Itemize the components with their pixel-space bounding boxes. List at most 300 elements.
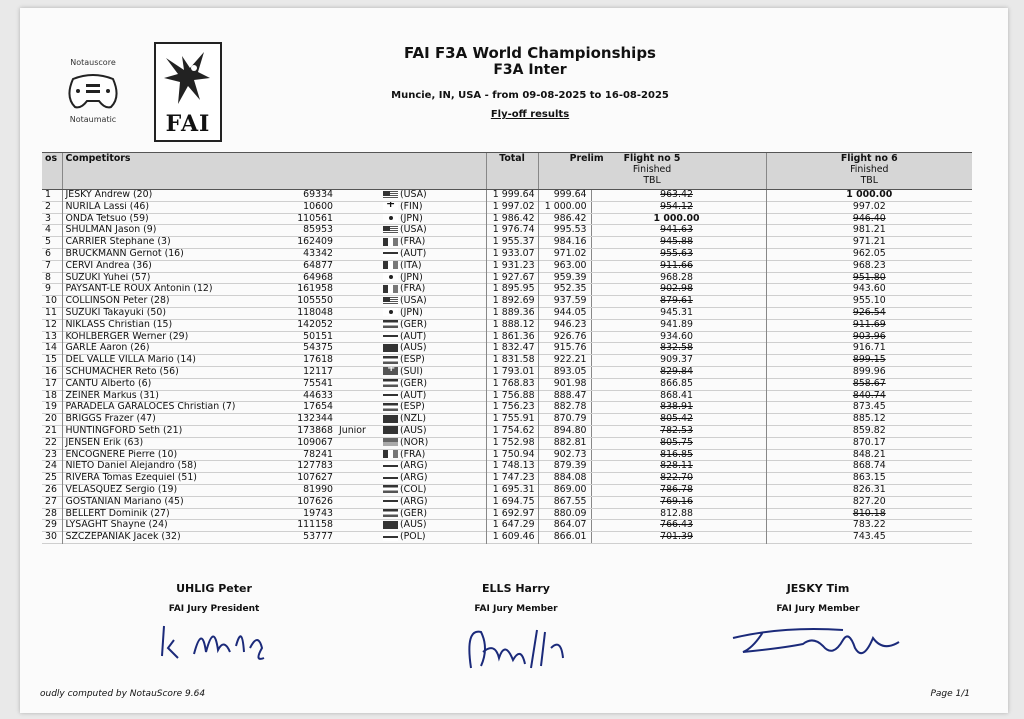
cell-pos: 11 xyxy=(45,307,57,318)
cell-flight5: 941.89 xyxy=(591,320,762,331)
cell-pos: 16 xyxy=(45,366,57,377)
cell-license: 10600 xyxy=(303,201,333,212)
flag-icon xyxy=(383,485,398,493)
flag-icon xyxy=(383,521,398,529)
cell-flight6: 968.23 xyxy=(766,260,972,272)
cell-prelim: 870.79 xyxy=(553,413,587,425)
cell-flight5: 786.78 xyxy=(591,485,762,496)
cell-flights xyxy=(538,296,766,308)
nation-code: (AUT) xyxy=(400,390,427,401)
cell-total: 1 895.95 xyxy=(486,284,538,296)
table-row xyxy=(42,272,972,284)
cell-flight6: 863.15 xyxy=(766,473,972,485)
cell-spacer xyxy=(438,473,486,485)
cell-spacer xyxy=(438,366,486,378)
cell-flight6: 868.74 xyxy=(766,461,972,473)
nation-code: (ARG) xyxy=(400,472,428,484)
cell-competitor: CERVI Andrea (36) xyxy=(62,260,280,272)
cell-flight6: 951.80 xyxy=(766,272,972,284)
flag-icon xyxy=(383,226,398,234)
table-row xyxy=(42,213,972,225)
table-row xyxy=(42,248,972,260)
nation-code: (USA) xyxy=(400,189,427,200)
cell-prelim: 882.81 xyxy=(553,437,587,448)
cell-flights xyxy=(538,225,766,237)
nation-code: (FRA) xyxy=(400,449,426,460)
cell-prelim: 959.39 xyxy=(553,272,587,283)
cell-license: 19743 xyxy=(303,508,333,519)
cell-flights xyxy=(538,461,766,473)
cell-category xyxy=(336,414,380,426)
jury-role: FAI Jury President xyxy=(168,604,260,614)
cell-total: 1 748.13 xyxy=(486,461,538,473)
cell-pos: 30 xyxy=(45,531,57,543)
flag-icon xyxy=(383,214,398,222)
cell-total: 1 933.07 xyxy=(486,248,538,260)
cell-competitor: PARADELA GARALOCES Christian (7) xyxy=(62,402,280,414)
cell-competitor: BRIGGS Frazer (47) xyxy=(62,414,280,426)
cell-prelim: 999.64 xyxy=(553,189,587,200)
cell-flights xyxy=(538,402,766,414)
cell-flight5: 822.70 xyxy=(591,473,762,484)
cell-competitor: GOSTANIAN Mariano (45) xyxy=(62,496,280,508)
table-row xyxy=(42,343,972,355)
nation-code: (POL) xyxy=(400,531,426,543)
cell-flights xyxy=(538,366,766,378)
cell-pos: 3 xyxy=(45,213,51,224)
cell-license: 17618 xyxy=(303,354,333,366)
cell-license: 173868 xyxy=(297,425,333,436)
cell-nation xyxy=(380,414,438,426)
signature-jesky xyxy=(723,618,913,662)
cell-pos: 15 xyxy=(45,354,57,366)
cell-pos: 20 xyxy=(45,413,57,425)
cell-license: 109067 xyxy=(297,437,333,448)
cell-flights xyxy=(538,473,766,485)
flag-icon xyxy=(383,297,398,305)
cell-nation xyxy=(380,425,438,437)
cell-total: 1 999.64 xyxy=(486,190,538,202)
cell-nation xyxy=(380,378,438,390)
page-title: FAI F3A World Championships xyxy=(404,44,656,62)
flag-icon xyxy=(383,403,398,411)
cell-spacer xyxy=(438,484,486,496)
cell-category xyxy=(336,378,380,390)
event-location: Muncie, IN, USA - from 09-08-2025 to 16-08-2025 xyxy=(391,90,669,101)
nation-code: (USA) xyxy=(400,224,427,236)
nation-code: (SUI) xyxy=(400,366,423,377)
cell-flight6: 827.20 xyxy=(766,496,972,508)
cell-prelim: 986.42 xyxy=(553,213,587,224)
nation-code: (FRA) xyxy=(400,283,426,295)
table-row xyxy=(42,449,972,461)
cell-flight5: 911.66 xyxy=(591,261,762,272)
cell-flights xyxy=(538,343,766,355)
cell-prelim: 1 000.00 xyxy=(544,201,587,212)
cell-license: 142052 xyxy=(297,319,333,330)
cell-flights xyxy=(538,437,766,449)
cell-spacer xyxy=(438,378,486,390)
cell-flights xyxy=(538,201,766,213)
cell-flight5: 968.28 xyxy=(591,273,762,284)
cell-flight5: 805.42 xyxy=(591,414,762,425)
cell-flight5: 701.39 xyxy=(591,532,762,543)
flag-icon xyxy=(383,249,398,257)
cell-flights xyxy=(538,272,766,284)
cell-category xyxy=(336,473,380,485)
cell-pos: 19 xyxy=(45,401,57,413)
fai-logo xyxy=(154,42,222,142)
cell-total: 1 755.91 xyxy=(486,414,538,426)
table-row xyxy=(42,307,972,319)
cell-nation xyxy=(380,296,438,308)
cell-flights xyxy=(538,390,766,402)
cell-category xyxy=(336,437,380,449)
page-subtitle: F3A Inter xyxy=(493,62,567,78)
nation-code: (AUS) xyxy=(400,519,427,531)
cell-flight5: 954.12 xyxy=(591,202,762,213)
cell-prelim: 893.05 xyxy=(553,366,587,377)
table-row xyxy=(42,378,972,390)
cell-pos: 12 xyxy=(45,319,57,330)
header-flight6-tbl: TBL xyxy=(860,175,878,186)
cell-prelim: 866.01 xyxy=(553,531,587,543)
cell-spacer xyxy=(438,425,486,437)
cell-competitor: BRUCKMANN Gernot (16) xyxy=(62,248,280,260)
cell-flights xyxy=(538,319,766,331)
cell-competitor: SUZUKI Takayuki (50) xyxy=(62,307,280,319)
cell-prelim: 937.59 xyxy=(553,295,587,307)
flag-icon xyxy=(383,379,398,387)
cell-prelim: 882.78 xyxy=(553,401,587,413)
cell-spacer xyxy=(438,461,486,473)
cell-nation xyxy=(380,248,438,260)
flag-icon xyxy=(383,367,398,375)
cell-flight6: 946.40 xyxy=(766,213,972,225)
cell-spacer xyxy=(438,284,486,296)
cell-nation xyxy=(380,390,438,402)
cell-nation xyxy=(380,520,438,532)
cell-pos: 26 xyxy=(45,484,57,495)
cell-pos: 23 xyxy=(45,449,57,460)
cell-spacer xyxy=(438,355,486,367)
cell-pos: 5 xyxy=(45,236,51,248)
cell-total: 1 892.69 xyxy=(486,296,538,308)
cell-license: 17654 xyxy=(303,401,333,413)
flag-icon xyxy=(383,202,398,210)
table-header-row xyxy=(42,153,972,190)
cell-flight6: 840.74 xyxy=(766,390,972,402)
cell-competitor: ENCOGNERE Pierre (10) xyxy=(62,449,280,461)
cell-total: 1 692.97 xyxy=(486,508,538,520)
cell-flight5: 816.85 xyxy=(591,450,762,461)
cell-category xyxy=(336,319,380,331)
cell-competitor: ONDA Tetsuo (59) xyxy=(62,213,280,225)
cell-total: 1 793.01 xyxy=(486,366,538,378)
cell-flight6: 911.69 xyxy=(766,319,972,331)
section-title: Fly-off results xyxy=(490,109,570,120)
results-page xyxy=(20,8,1008,713)
cell-license: 110561 xyxy=(297,213,333,224)
cell-total: 1 831.58 xyxy=(486,355,538,367)
flag-icon xyxy=(383,285,398,293)
cell-flight5: 945.31 xyxy=(591,308,762,319)
nation-code: (JPN) xyxy=(400,272,423,283)
cell-competitor: NIKLASS Christian (15) xyxy=(62,319,280,331)
cell-nation xyxy=(380,473,438,485)
cell-flight6: 885.12 xyxy=(766,414,972,426)
cell-flight5: 945.88 xyxy=(591,237,762,248)
cell-competitor: NURILA Lassi (46) xyxy=(62,201,280,213)
cell-competitor: ZEINER Markus (31) xyxy=(62,390,280,402)
cell-prelim: 995.53 xyxy=(553,224,587,236)
cell-competitor: LYSAGHT Shayne (24) xyxy=(62,520,280,532)
cell-total: 1 747.23 xyxy=(486,473,538,485)
cell-nation xyxy=(380,319,438,331)
cell-category xyxy=(336,461,380,473)
cell-prelim: 894.80 xyxy=(553,425,587,436)
jury-president xyxy=(114,582,314,662)
nation-code: (NZL) xyxy=(400,413,426,425)
cell-flights xyxy=(538,520,766,532)
cell-license: 69334 xyxy=(303,189,333,200)
cell-category xyxy=(336,449,380,461)
cell-total: 1 756.23 xyxy=(486,402,538,414)
cell-spacer xyxy=(438,496,486,508)
cell-flight5: 955.63 xyxy=(591,249,762,260)
cell-competitor: SHULMAN Jason (9) xyxy=(62,225,280,237)
cell-category xyxy=(336,366,380,378)
flag-icon xyxy=(383,356,398,364)
cell-total: 1 931.23 xyxy=(486,260,538,272)
notauscore-logo xyxy=(58,58,128,130)
cell-nation xyxy=(380,402,438,414)
cell-license: 50151 xyxy=(303,331,333,342)
flag-icon xyxy=(383,332,398,340)
cell-flight6: 826.31 xyxy=(766,484,972,496)
cell-category xyxy=(336,331,380,343)
nation-code: (AUS) xyxy=(400,425,427,436)
cell-category xyxy=(336,508,380,520)
cell-nation xyxy=(380,343,438,355)
table-row xyxy=(42,190,972,202)
cell-spacer xyxy=(438,331,486,343)
nation-code: (NOR) xyxy=(400,437,429,448)
jury-member-jesky xyxy=(718,582,918,662)
cell-category xyxy=(336,307,380,319)
cell-prelim: 879.39 xyxy=(553,460,587,472)
cell-flight6: 810.18 xyxy=(766,508,972,520)
cell-category xyxy=(336,402,380,414)
cell-total: 1 832.47 xyxy=(486,343,538,355)
cell-competitor: RIVERA Tomas Ezequiel (51) xyxy=(62,473,280,485)
table-row xyxy=(42,225,972,237)
cell-flights xyxy=(538,355,766,367)
cell-pos: 29 xyxy=(45,519,57,531)
header-competitors: Competitors xyxy=(62,153,486,190)
table-row xyxy=(42,390,972,402)
cell-pos: 21 xyxy=(45,425,57,436)
fai-logo-text: FAI xyxy=(165,111,211,137)
cell-flight6: 903.96 xyxy=(766,331,972,343)
cell-prelim: 864.07 xyxy=(553,519,587,531)
logo-top-label: Notauscore xyxy=(70,58,116,67)
nation-code: (GER) xyxy=(400,378,428,389)
cell-category xyxy=(336,190,380,202)
cell-flight6: 943.60 xyxy=(766,284,972,296)
cell-flight6: 848.21 xyxy=(766,449,972,461)
cell-flights xyxy=(538,532,766,544)
jury-member-ells xyxy=(416,582,616,674)
cell-nation xyxy=(380,366,438,378)
cell-spacer xyxy=(438,248,486,260)
cell-spacer xyxy=(438,390,486,402)
cell-flight6: 1 000.00 xyxy=(766,190,972,202)
table-row xyxy=(42,319,972,331)
cell-license: 105550 xyxy=(297,295,333,307)
footer-credit: oudly computed by NotauScore 9.64 xyxy=(40,689,206,699)
cell-spacer xyxy=(438,508,486,520)
flag-icon xyxy=(383,320,398,328)
cell-license: 78241 xyxy=(303,449,333,460)
header-flight5-finished: Finished xyxy=(632,164,672,175)
cell-competitor: GARLE Aaron (26) xyxy=(62,343,280,355)
cell-nation xyxy=(380,355,438,367)
jury-name: ELLS Harry xyxy=(482,582,550,595)
cell-category xyxy=(336,272,380,284)
cell-category xyxy=(336,496,380,508)
cell-spacer xyxy=(438,190,486,202)
cell-nation xyxy=(380,508,438,520)
cell-category xyxy=(336,355,380,367)
cell-pos: 4 xyxy=(45,224,51,236)
cell-flight6: 971.21 xyxy=(766,237,972,249)
cell-total: 1 768.83 xyxy=(486,378,538,390)
cell-total: 1 976.74 xyxy=(486,225,538,237)
results-table xyxy=(42,152,972,544)
cell-competitor: BELLERT Dominik (27) xyxy=(62,508,280,520)
cell-license: 162409 xyxy=(297,236,333,248)
cell-pos: 9 xyxy=(45,283,51,295)
cell-flight5: 909.37 xyxy=(591,355,762,366)
cell-pos: 1 xyxy=(45,189,51,200)
nation-code: (FIN) xyxy=(400,201,423,212)
table-row xyxy=(42,331,972,343)
cell-license: 85953 xyxy=(303,224,333,236)
cell-license: 43342 xyxy=(303,248,333,259)
cell-spacer xyxy=(438,260,486,272)
cell-flights xyxy=(538,508,766,520)
flag-icon xyxy=(383,497,398,505)
cell-category xyxy=(336,201,380,213)
cell-spacer xyxy=(438,449,486,461)
cell-flights xyxy=(538,248,766,260)
cell-pos: 6 xyxy=(45,248,51,259)
cell-nation xyxy=(380,260,438,272)
flag-icon xyxy=(383,426,398,434)
cell-flight6: 743.45 xyxy=(766,532,972,544)
flag-icon xyxy=(383,273,398,281)
cell-total: 1 888.12 xyxy=(486,319,538,331)
cell-category xyxy=(336,284,380,296)
cell-flight5: 812.88 xyxy=(591,509,762,520)
cell-flight5: 879.61 xyxy=(591,296,762,307)
cell-pos: 10 xyxy=(45,295,57,307)
cell-flights xyxy=(538,213,766,225)
cell-flights xyxy=(538,237,766,249)
flag-icon xyxy=(383,238,398,246)
cell-flight5: 829.84 xyxy=(591,367,762,378)
cell-flights xyxy=(538,190,766,202)
cell-spacer xyxy=(438,520,486,532)
header-flight6-label: Flight no 6 xyxy=(840,153,898,164)
nation-code: (JPN) xyxy=(400,213,423,224)
cell-license: 107626 xyxy=(297,496,333,507)
cell-nation xyxy=(380,484,438,496)
table-row xyxy=(42,437,972,449)
cell-pos: 17 xyxy=(45,378,57,389)
cell-license: 127783 xyxy=(297,460,333,472)
cell-nation xyxy=(380,237,438,249)
cell-total: 1 695.31 xyxy=(486,484,538,496)
cell-spacer xyxy=(438,213,486,225)
nation-code: (ESP) xyxy=(400,401,425,413)
cell-prelim: 952.35 xyxy=(553,283,587,295)
cell-pos: 8 xyxy=(45,272,51,283)
cell-flight5: 934.60 xyxy=(591,332,762,343)
logo-bottom-label: Notaumatic xyxy=(69,115,117,124)
flag-icon xyxy=(383,391,398,399)
cell-pos: 2 xyxy=(45,201,51,212)
table-row xyxy=(42,366,972,378)
cell-competitor: COLLINSON Peter (28) xyxy=(62,296,280,308)
cell-prelim: 888.47 xyxy=(553,390,587,401)
cell-flights xyxy=(538,496,766,508)
header-flight5-label: Flight no 5 xyxy=(623,153,681,164)
table-row xyxy=(42,237,972,249)
cell-prelim: 963.00 xyxy=(553,260,587,271)
cell-spacer xyxy=(438,201,486,213)
nation-code: (JPN) xyxy=(400,307,423,318)
cell-license: 44633 xyxy=(303,390,333,401)
cell-total: 1 927.67 xyxy=(486,272,538,284)
cell-license: 12117 xyxy=(303,366,333,377)
cell-flight6: 783.22 xyxy=(766,520,972,532)
cell-category xyxy=(336,296,380,308)
cell-pos: 14 xyxy=(45,342,57,354)
header-flight5-tbl: TBL xyxy=(643,175,661,186)
cell-flight5: 963.42 xyxy=(591,190,762,201)
nation-code: (ARG) xyxy=(400,496,428,507)
cell-nation xyxy=(380,213,438,225)
nation-code: (ARG) xyxy=(400,460,428,472)
cell-license: 161958 xyxy=(297,283,333,295)
cell-nation xyxy=(380,225,438,237)
cell-category xyxy=(336,213,380,225)
cell-flight5: 868.41 xyxy=(591,391,762,402)
cell-flight5: 782.53 xyxy=(591,426,762,437)
cell-prelim: 944.05 xyxy=(553,307,587,318)
cell-prelim: 869.00 xyxy=(553,484,587,495)
cell-license: 132344 xyxy=(297,413,333,425)
cell-flight5: 832.58 xyxy=(591,343,762,354)
cell-flight5: 941.63 xyxy=(591,225,762,236)
cell-spacer xyxy=(438,343,486,355)
cell-prelim: 901.98 xyxy=(553,378,587,389)
table-row xyxy=(42,284,972,296)
cell-flights xyxy=(538,260,766,272)
cell-flight6: 899.15 xyxy=(766,355,972,367)
